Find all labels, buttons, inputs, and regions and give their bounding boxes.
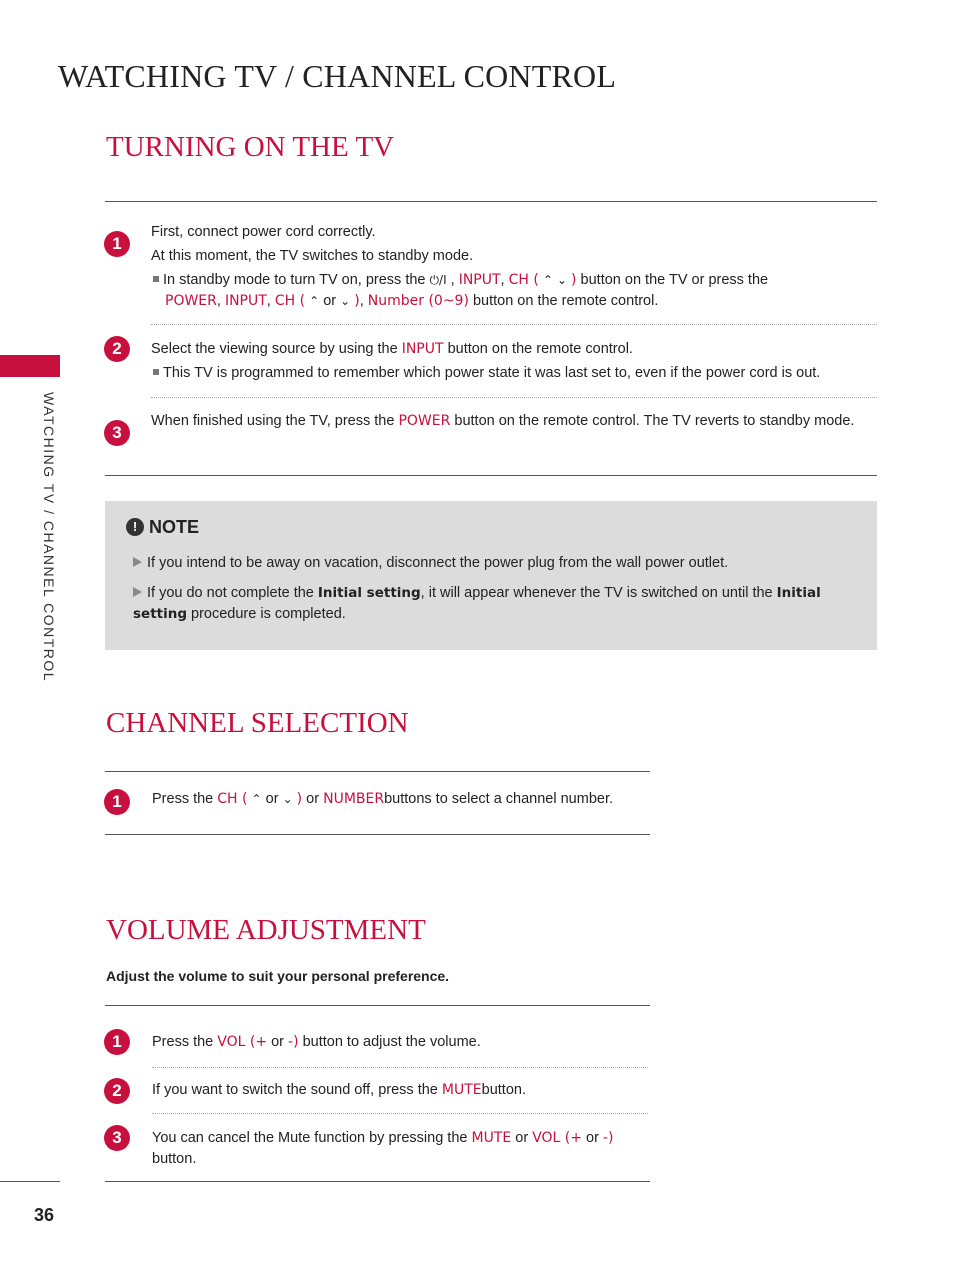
step-number-2: 2 bbox=[104, 1078, 130, 1104]
input-key: INPUT bbox=[224, 293, 267, 309]
mute-key: MUTE bbox=[471, 1130, 512, 1146]
note-title: NOTE bbox=[149, 516, 200, 537]
step-1-bullet-cont: POWER, INPUT, CH ( ⌃ or ⌄ ), Number (0~9) button on the remote control. bbox=[165, 293, 659, 309]
number-key: Number (0~9) bbox=[367, 293, 469, 309]
side-section-label: WATCHING TV / CHANNEL CONTROL bbox=[41, 392, 57, 683]
chevron-down-icon: ⌄ bbox=[282, 792, 293, 806]
channel-step-1-text: Press the CH ( ⌃ or ⌄ ) or NUMBERbuttons to select a channel number. bbox=[152, 791, 614, 807]
volume-step-2-text: If you want to switch the sound off, press the MUTEbutton. bbox=[152, 1082, 526, 1098]
triangle-bullet-icon bbox=[133, 557, 142, 567]
dotted-divider bbox=[151, 397, 877, 398]
number-key: NUMBER bbox=[323, 791, 385, 807]
exclamation-icon: ! bbox=[126, 518, 144, 536]
section-title-turning-on: TURNING ON THE TV bbox=[106, 131, 395, 163]
vol-minus-key: -) bbox=[288, 1034, 299, 1050]
step-1-text bbox=[151, 222, 871, 312]
vol-key: VOL (+ bbox=[217, 1034, 268, 1050]
step-2-bullet: This TV is programmed to remember which power state it was last set to, even if the power cord is out. bbox=[151, 363, 877, 384]
initial-setting-key: Initial setting bbox=[317, 585, 421, 601]
input-key: INPUT bbox=[458, 272, 501, 288]
section-title-channel: CHANNEL SELECTION bbox=[106, 707, 409, 739]
volume-step-3-text: You can cancel the Mute function by pressing the MUTE or VOL (+ or -) button. bbox=[152, 1130, 614, 1167]
chevron-down-icon: ⌄ bbox=[556, 273, 568, 287]
step-number-1: 1 bbox=[104, 1029, 130, 1055]
section-title-volume: VOLUME ADJUSTMENT bbox=[106, 914, 426, 946]
chevron-up-icon: ⌃ bbox=[251, 792, 262, 806]
triangle-bullet-icon bbox=[133, 587, 142, 597]
note-item-2: If you do not complete the Initial setting, it will appear whenever the TV is switched on until the Initial setting procedure is completed. bbox=[133, 585, 821, 622]
volume-intro: Adjust the volume to suit your personal preference. bbox=[106, 968, 450, 984]
dotted-divider bbox=[152, 1113, 648, 1114]
bullet-square-icon bbox=[153, 369, 159, 375]
step-number-3: 3 bbox=[104, 1125, 130, 1151]
step-1-line-1: First, connect power cord correctly. bbox=[151, 224, 376, 240]
dotted-divider bbox=[152, 1067, 648, 1068]
initial-setting-key: Initial setting bbox=[133, 585, 821, 622]
page-title: WATCHING TV / CHANNEL CONTROL bbox=[58, 58, 617, 94]
ch-key: CH ( bbox=[217, 791, 248, 807]
power-key: POWER bbox=[165, 293, 217, 309]
vol-minus-key: -) bbox=[602, 1130, 614, 1146]
note-header bbox=[126, 516, 199, 538]
divider bbox=[105, 834, 650, 835]
step-number-3: 3 bbox=[104, 420, 130, 446]
divider bbox=[105, 475, 877, 476]
mute-key: MUTE bbox=[441, 1082, 482, 1098]
step-number-2: 2 bbox=[104, 336, 130, 362]
ch-key: CH ( bbox=[274, 293, 306, 309]
chevron-up-icon: ⌃ bbox=[309, 294, 320, 308]
divider bbox=[105, 1005, 650, 1006]
note-item-1: If you intend to be away on vacation, disconnect the power plug from the wall power outlet. bbox=[133, 553, 863, 574]
vol-key: VOL (+ bbox=[532, 1130, 582, 1146]
step-1-line-2: At this moment, the TV switches to standby mode. bbox=[151, 248, 474, 264]
input-key: INPUT bbox=[401, 341, 444, 357]
dotted-divider bbox=[151, 324, 877, 325]
ch-key: CH ( bbox=[508, 272, 539, 288]
step-number-1: 1 bbox=[104, 789, 130, 815]
bullet-square-icon bbox=[153, 276, 159, 282]
step-1-bullet: In standby mode to turn TV on, press the ⏻/I , INPUT, CH ( ⌃ ⌄ ) button on the TV or press the bbox=[151, 270, 871, 291]
chevron-down-icon: ⌄ bbox=[340, 294, 351, 308]
footer-divider bbox=[0, 1181, 60, 1182]
divider bbox=[105, 201, 877, 202]
divider bbox=[105, 771, 650, 772]
step-number-1: 1 bbox=[104, 231, 130, 257]
volume-step-1-text: Press the VOL (+ or -) button to adjust the volume. bbox=[152, 1034, 481, 1050]
step-2-text: Select the viewing source by using the INPUT button on the remote control. This TV is programmed to remember which power state it was last set to, even if the power cord is out. bbox=[151, 339, 877, 384]
step-3-text: When finished using the TV, press the POWER button on the remote control. The TV reverts to standby mode. bbox=[151, 413, 855, 429]
chevron-up-icon: ⌃ bbox=[542, 273, 553, 287]
side-tab-marker bbox=[0, 355, 60, 377]
divider bbox=[105, 1181, 650, 1182]
power-symbol-icon: ⏻/I bbox=[429, 273, 447, 287]
page-number: 36 bbox=[34, 1205, 55, 1225]
note-box bbox=[105, 501, 877, 650]
power-key: POWER bbox=[398, 413, 451, 429]
